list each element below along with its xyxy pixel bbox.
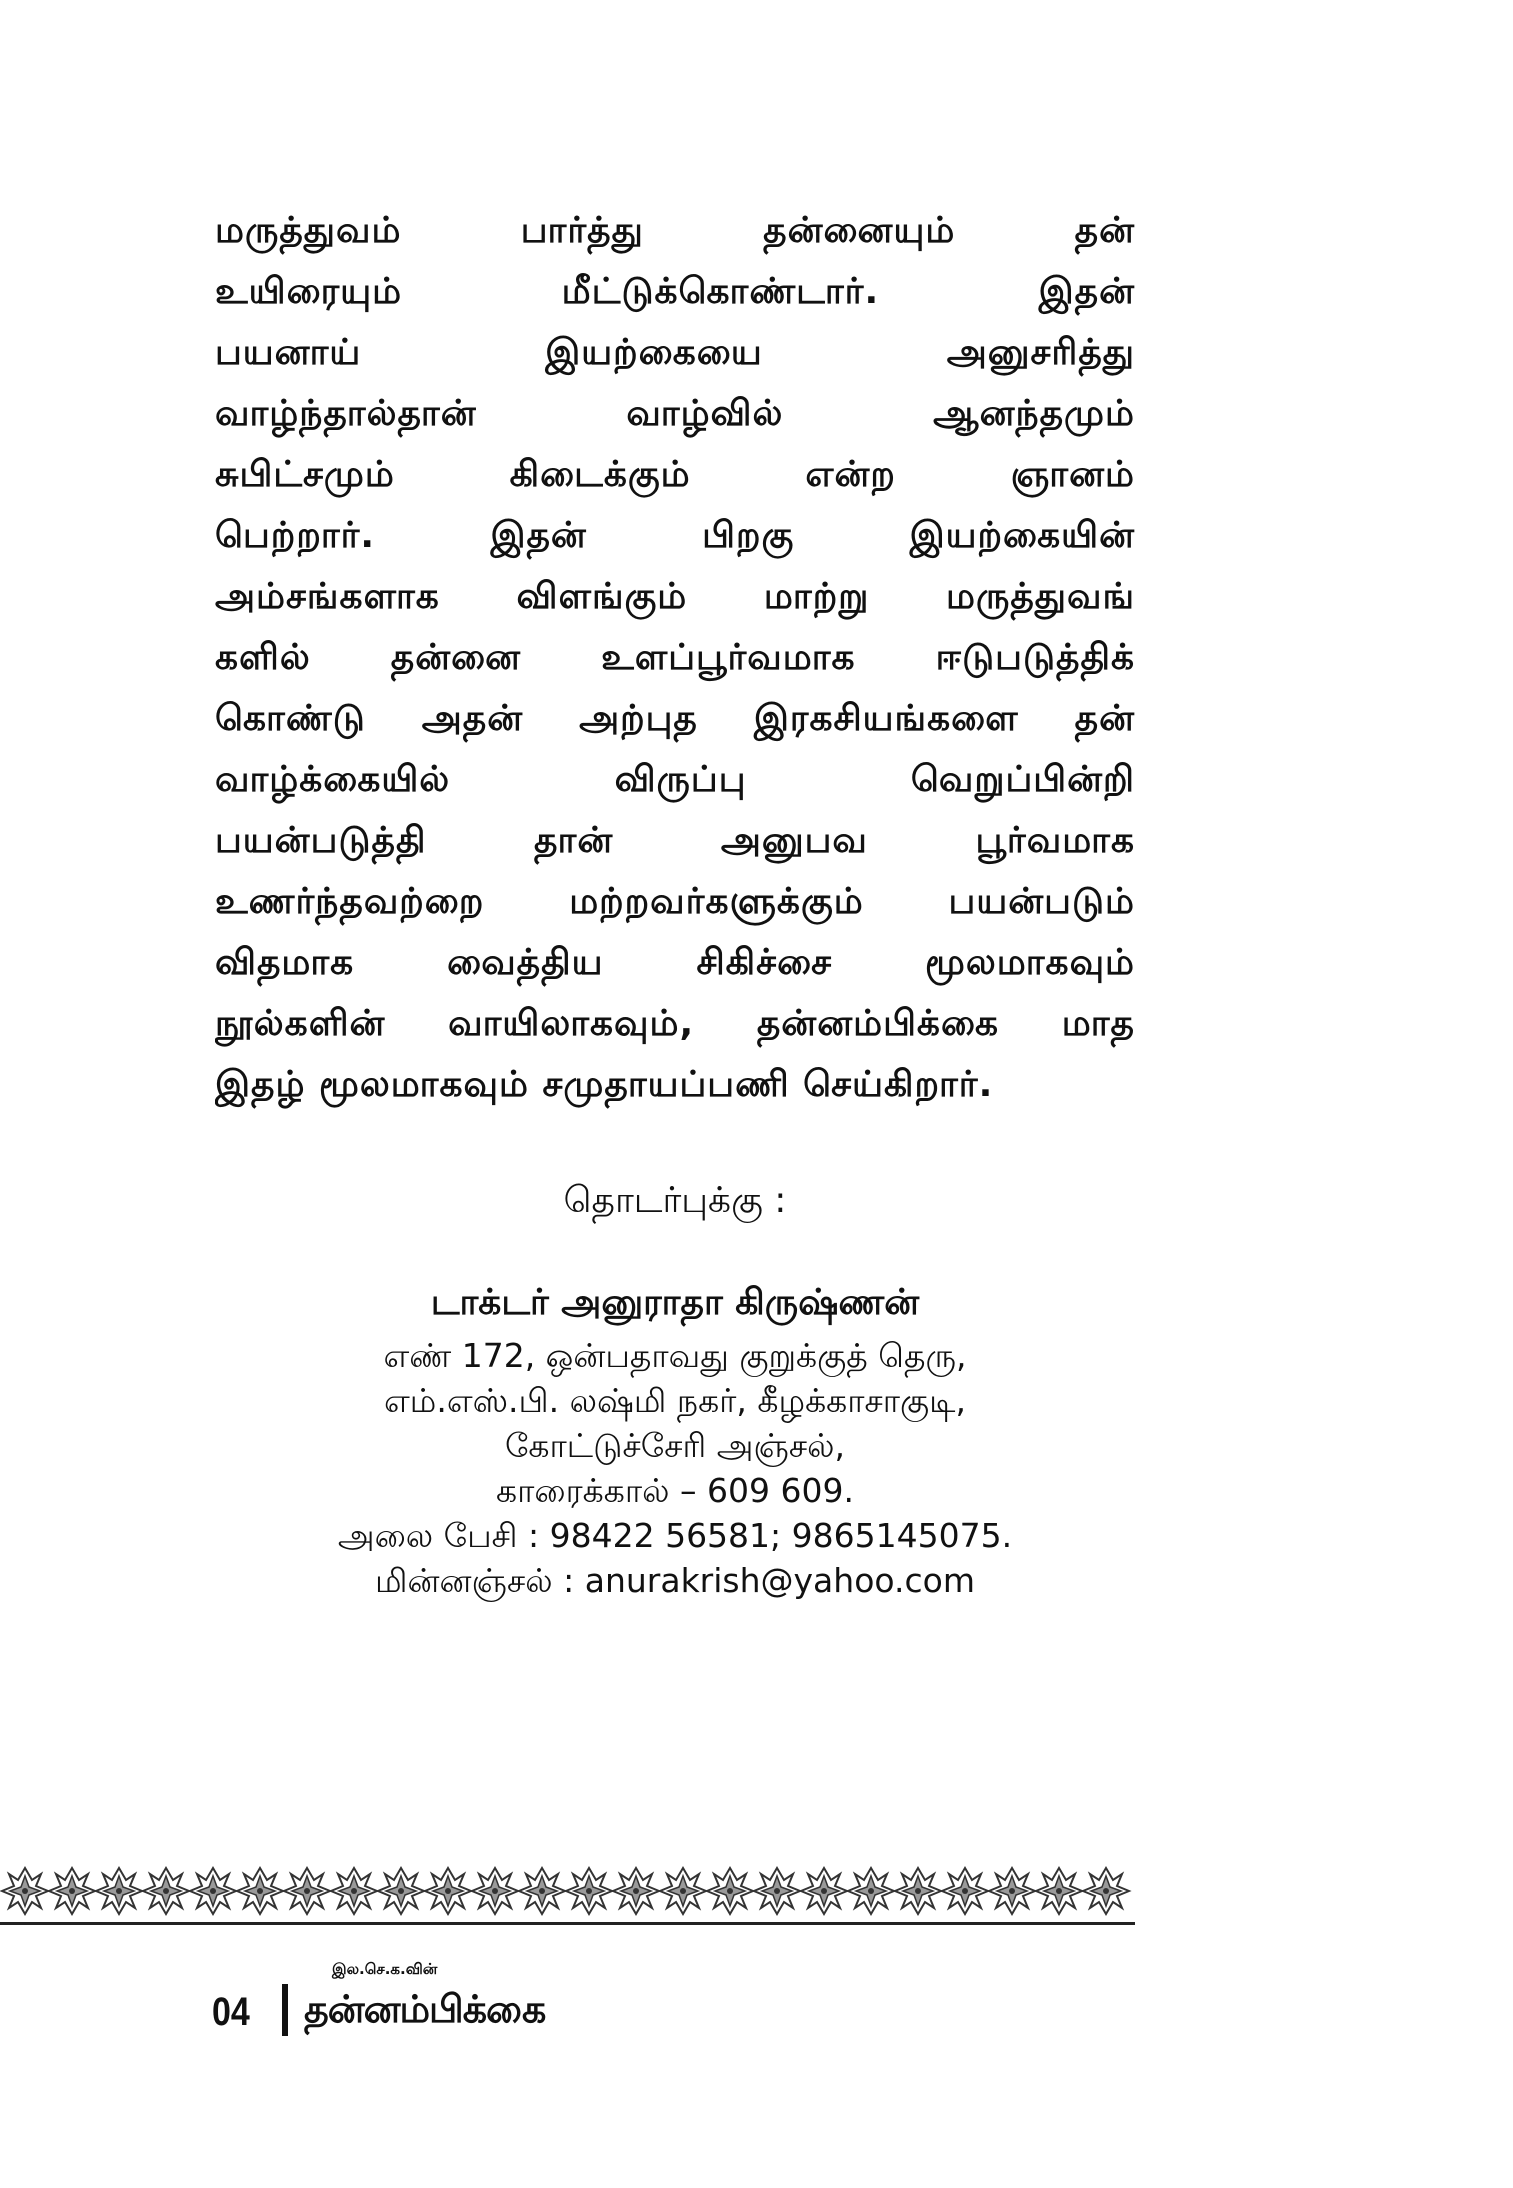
page-number: 04 bbox=[212, 1990, 250, 2034]
address-line: எம்.எஸ்.பி. லஷ்மி நகர், கீழக்காசாகுடி, bbox=[384, 1381, 966, 1420]
contact-block bbox=[215, 1175, 1135, 1603]
footer-separator bbox=[282, 1984, 288, 2036]
paragraph-line: கொண்டு அதன் அற்புத இரகசியங்களை தன் bbox=[215, 698, 1135, 739]
article-paragraph bbox=[215, 200, 1135, 1115]
decorative-border bbox=[0, 1862, 1135, 1920]
paragraph-line: பயன்படுத்தி தான் அனுபவ பூர்வமாக bbox=[215, 820, 1135, 861]
contact-name: டாக்டர் அனுராதா கிருஷ்ணன் bbox=[430, 1282, 920, 1323]
address-line: எண் 172, ஒன்பதாவது குறுக்குத் தெரு, bbox=[383, 1336, 967, 1375]
ornament-row bbox=[2, 1868, 1129, 1914]
magazine-prefix: இல.செ.க.வின் bbox=[332, 1960, 438, 1978]
paragraph-line: அம்சங்களாக விளங்கும் மாற்று மருத்துவங் bbox=[215, 576, 1135, 617]
paragraph-line: இதழ் மூலமாகவும் சமுதாயப்பணி செய்கிறார். bbox=[215, 1064, 994, 1105]
paragraph-line: வாழ்க்கையில் விருப்பு வெறுப்பின்றி bbox=[215, 759, 1135, 800]
email-line: மின்னஞ்சல் : anurakrish@yahoo.com bbox=[375, 1561, 975, 1600]
paragraph-line: பெற்றார். இதன் பிறகு இயற்கையின் bbox=[215, 515, 1135, 556]
magazine-name: தன்னம்பிக்கை bbox=[304, 1987, 546, 2031]
paragraph-line: வாழ்ந்தால்தான் வாழ்வில் ஆனந்தமும் bbox=[215, 393, 1135, 434]
paragraph-line: மருத்துவம் பார்த்து தன்னையும் தன் bbox=[215, 210, 1135, 251]
contact-heading: தொடர்புக்கு : bbox=[563, 1180, 787, 1221]
paragraph-line: விதமாக வைத்திய சிகிச்சை மூலமாகவும் bbox=[215, 942, 1135, 983]
phone-line: அலை பேசி : 98422 56581; 9865145075. bbox=[337, 1516, 1013, 1555]
paragraph-line: சுபிட்சமும் கிடைக்கும் என்ற ஞானம் bbox=[215, 454, 1135, 495]
paragraph-line: உயிரையும் மீட்டுக்கொண்டார். இதன் bbox=[215, 271, 1135, 312]
address-line: கோட்டுச்சேரி அஞ்சல், bbox=[505, 1426, 845, 1465]
paragraph-line: உணர்ந்தவற்றை மற்றவர்களுக்கும் பயன்படும் bbox=[215, 881, 1135, 922]
address-line: காரைக்கால் – 609 609. bbox=[496, 1471, 854, 1510]
paragraph-line: களில் தன்னை உளப்பூர்வமாக ஈடுபடுத்திக் bbox=[215, 637, 1135, 678]
footer-divider bbox=[0, 1922, 1135, 1925]
paragraph-line: நூல்களின் வாயிலாகவும், தன்னம்பிக்கை மாத bbox=[215, 1003, 1135, 1044]
paragraph-line: பயனாய் இயற்கையை அனுசரித்து bbox=[215, 332, 1135, 373]
